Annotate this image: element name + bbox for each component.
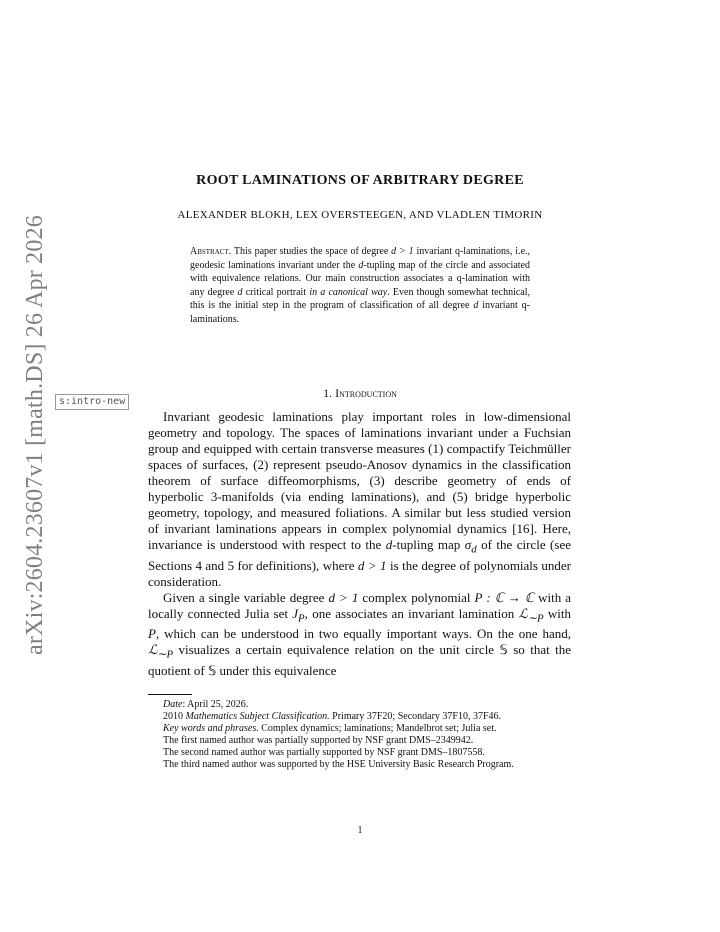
text-run: with a locally connected Julia set (148, 589, 572, 621)
footnote-msc (148, 711, 571, 723)
math-inline: d > 1 (328, 589, 359, 605)
text-run: so that the quotient of (148, 642, 572, 678)
footnote-funding-1: The first named author was partially supported by NSF grant DMS–2349942. (163, 735, 474, 746)
section-label-tag: s:intro-new (55, 394, 129, 410)
footnote-text: 2010 (163, 711, 183, 722)
abstract (190, 245, 530, 326)
math-inline: d (237, 286, 243, 298)
footnotes (148, 699, 571, 771)
text-run: is the degree of polynomials under consideration. (148, 557, 572, 589)
abstract-text: . Even though somewhat technical, this is the initial step in the program of classification of all degree (190, 286, 530, 311)
abstract-emphasis: in a canonical way (309, 286, 388, 298)
footnote-funding-2: The second named author was partially supported by NSF grant DMS–1807558. (163, 747, 485, 758)
text-run: , one associates an invariant lamination (304, 605, 515, 621)
arxiv-stamp: arXiv:2604.23607v1 [math.DS] 26 Apr 2026 (22, 215, 48, 655)
math-inline: d (473, 300, 479, 311)
math-inline: σ (464, 537, 472, 552)
math-inline: d (358, 259, 364, 271)
math-inline: d (385, 537, 393, 552)
text-run: under this equivalence (219, 662, 337, 678)
text-run: visualizes a certain equivalence relation on the unit circle (178, 642, 495, 658)
footnote-label: Mathematics Subject Classification. (185, 711, 330, 722)
math-subscript: ∼P (527, 612, 544, 625)
math-subscript: ∼P (157, 648, 174, 661)
math-inline: P : ℂ → ℂ (474, 589, 534, 605)
footnote-date (148, 699, 571, 711)
text-run: -tupling map (392, 537, 461, 552)
footnote-rule (148, 694, 192, 695)
footnote-text: Primary 37F20; Secondary 37F10, 37F46. (332, 711, 502, 722)
abstract-heading: Abstract. (190, 246, 232, 257)
body-text (148, 409, 571, 679)
text-run: complex polynomial (362, 589, 471, 605)
paper-authors: ALEXANDER BLOKH, LEX OVERSTEEGEN, AND VLADLEN TIMORIN (177, 209, 543, 221)
math-inline: P (148, 626, 156, 642)
paragraph (148, 590, 571, 679)
abstract-text: invariant q-laminations, i.e., geodesic laminations invariant under the (190, 246, 531, 271)
paper-title: ROOT LAMINATIONS OF ARBITRARY DEGREE (196, 173, 524, 188)
footnote-text: Complex dynamics; laminations; Mandelbrot set; Julia set. (261, 723, 497, 734)
math-inline: ℒ (148, 642, 158, 658)
text-run: Given a single variable degree (163, 589, 325, 605)
abstract-text: -tupling map of the circle and associated with equivalence relations. Our main construction associates a q-lamination with any degree (190, 259, 530, 298)
text-run: with (547, 605, 571, 621)
math-inline: d > 1 (357, 557, 387, 573)
footnote-label: Key words and phrases. (163, 723, 259, 734)
footnote-label: Date (163, 699, 183, 710)
section-title: Introduction (335, 386, 397, 400)
math-inline: d > 1 (391, 246, 414, 257)
math-subscript: d (471, 543, 477, 556)
abstract-text: This paper studies the space of degree (233, 246, 389, 257)
footnote-funding-3: The third named author was supported by the HSE University Basic Research Program. (163, 759, 514, 770)
footnote-keywords (148, 723, 571, 735)
abstract-text: critical portrait (245, 286, 307, 298)
text-run: of the circle (see Sections 4 and 5 for definitions), where (148, 537, 571, 573)
math-subscript: P (298, 612, 305, 625)
page-number: 1 (357, 825, 363, 836)
abstract-text: invariant q-laminations. (190, 300, 531, 325)
math-inline: J (292, 605, 299, 621)
math-inline: 𝕊 (207, 662, 217, 678)
text-run: , which can be understood in two equally important ways. On the one hand, (155, 626, 571, 642)
section-number: 1. (323, 386, 333, 400)
text-run: Invariant geodesic laminations play important roles in low-dimensional geometry and topology. The spaces of laminations invariant under a Fuchsian group and equipped with certain transverse measures (1) compactify Teichmüller spaces of surfaces, (2) represent pseudo-Anosov dynamics in the classification theorem of surface diffeomorphisms, (3) describe geometry of ends of hyperbolic 3-manifolds (via ending laminations), and (5) bridge hyperbolic geometry, topology, and measured foliations. A similar but less studied version of invariant laminations appears in complex polynomial dynamics [16]. Here, invariance is understood with respect to the (148, 409, 571, 552)
math-inline: ℒ (518, 605, 528, 621)
paragraph (148, 409, 571, 590)
footnote-text: : April 25, 2026. (182, 699, 249, 710)
math-inline: 𝕊 (499, 642, 508, 658)
section-heading (0, 386, 720, 401)
